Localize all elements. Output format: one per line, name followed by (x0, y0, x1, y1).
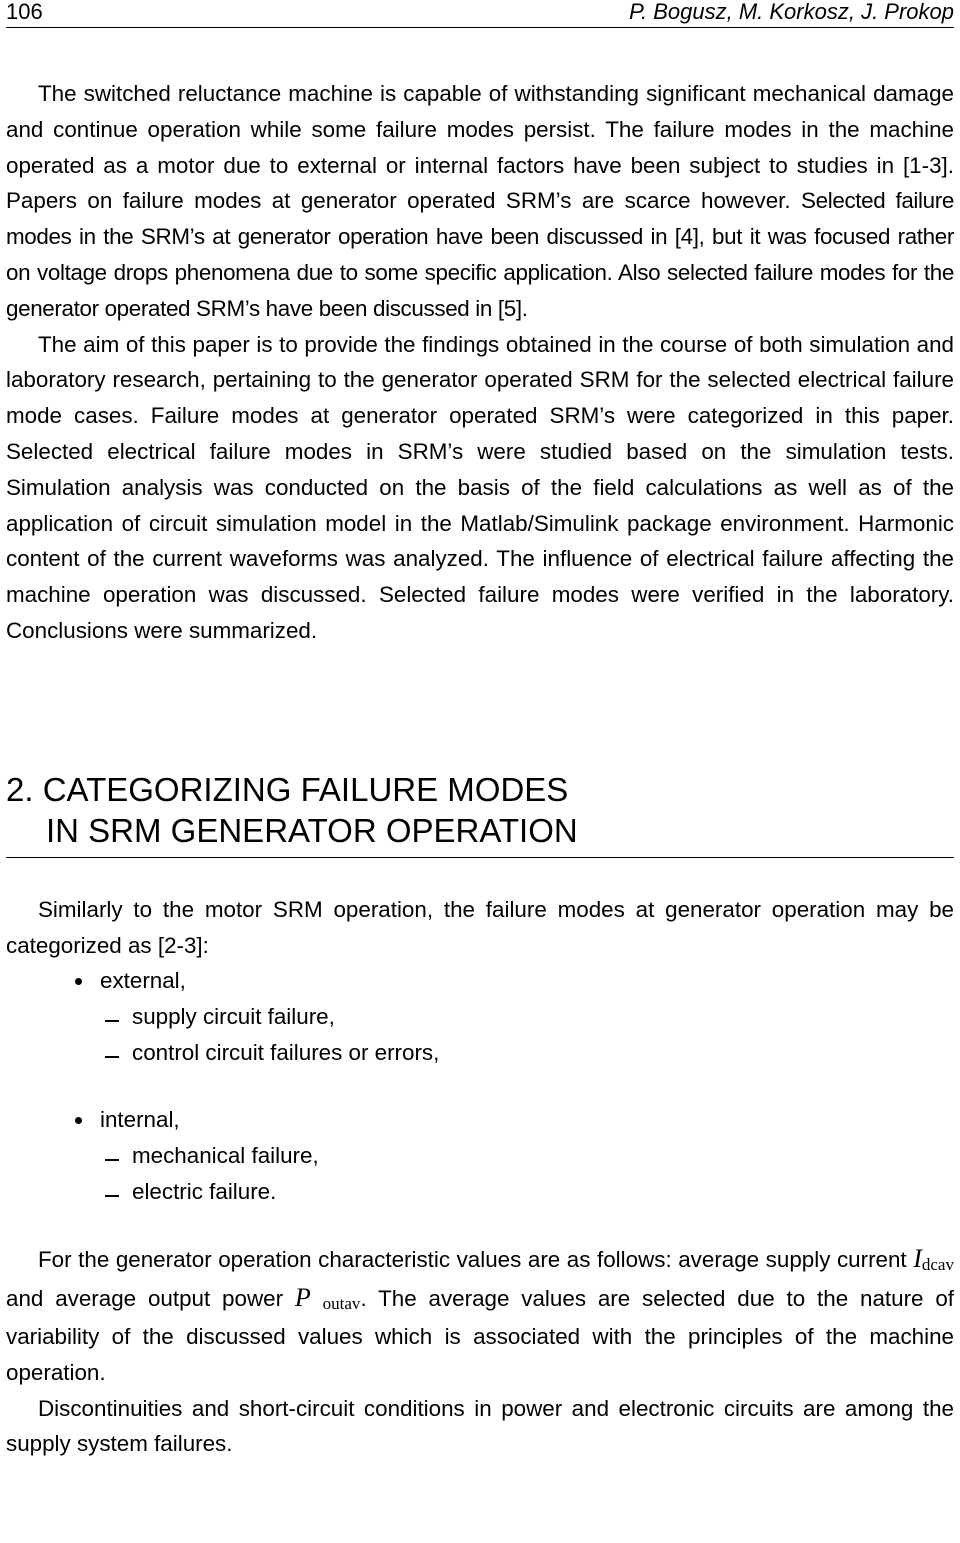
section-paragraph-1: Similarly to the motor SRM operation, the failure modes at generator operation may be categorized as [2-3]: (6, 896, 954, 958)
document-page (6, 0, 954, 1462)
paragraph-text: For the generator operation characteristic values are as follows: average supply current (38, 1247, 907, 1273)
current-subscript: dcav (921, 1255, 954, 1275)
intro-paragraph-1b-text: Selected failure modes in the SRM’s at generator operation have been discussed in [4], but it was focused rather on voltage drops phenomena due to some specific application. Also selected failure modes for the generator operated SRM’s have been discussed in [5]. (6, 188, 954, 321)
list-subitem: control circuit failures or errors, (6, 1035, 954, 1071)
current-symbol: I (913, 1244, 922, 1274)
list-subitem: mechanical failure, (6, 1138, 954, 1174)
section-paragraph-2 (6, 1241, 954, 1390)
power-symbol: P (294, 1283, 311, 1313)
paragraph-text: and average output power (6, 1286, 284, 1312)
section-heading-line-2: IN SRM GENERATOR OPERATION (46, 811, 578, 849)
failure-mode-list (6, 963, 954, 1210)
running-header-authors: P. Bogusz, M. Korkosz, J. Prokop (629, 0, 954, 24)
intro-paragraph-1 (6, 76, 954, 327)
page-number: 106 (6, 0, 43, 24)
list-item-internal: internal, (6, 1102, 954, 1138)
section-heading-line-1: 2. CATEGORIZING FAILURE MODES (6, 770, 569, 808)
list-item-external: external, (6, 963, 954, 999)
power-subscript: outav (322, 1294, 361, 1314)
list-subitem: electric failure. (6, 1174, 954, 1210)
running-header (6, 0, 954, 28)
paragraph-text: . The average values are selected due to the nature of variability of the discussed values which is associated with the principles of the machine operation. (6, 1286, 954, 1385)
list-subitem: supply circuit failure, (6, 999, 954, 1035)
section-paragraph-3: Discontinuities and short-circuit conditions in power and electronic circuits are among the supply system failures. (6, 1395, 954, 1457)
section-heading (6, 769, 954, 858)
intro-paragraph-1-text: The switched reluctance machine is capable of withstanding significant mechanical damage and continue operation while some failure modes persist. The failure modes in the machine operated as a motor due to external or internal factors have been subject to studies in [1-3]. Papers on failure modes at generator operated SRM’s are scarce however. (6, 81, 954, 214)
intro-paragraph-2: The aim of this paper is to provide the findings obtained in the course of both simulation and laboratory research, pertaining to the generator operated SRM for the selected electrical failure mode cases. Failure modes at generator operated SRM’s were categorized in this paper. Selected electrical failure modes in SRM’s were studied based on the simulation tests. Simulation analysis was conducted on the basis of the field calculations as well as of the application of circuit simulation model in the Matlab/Simulink package environment. Harmonic content of the current waveforms was analyzed. The influence of electrical failure affecting the machine operation was discussed. Selected failure modes were verified in the laboratory. Conclusions were summarized. (6, 331, 954, 643)
